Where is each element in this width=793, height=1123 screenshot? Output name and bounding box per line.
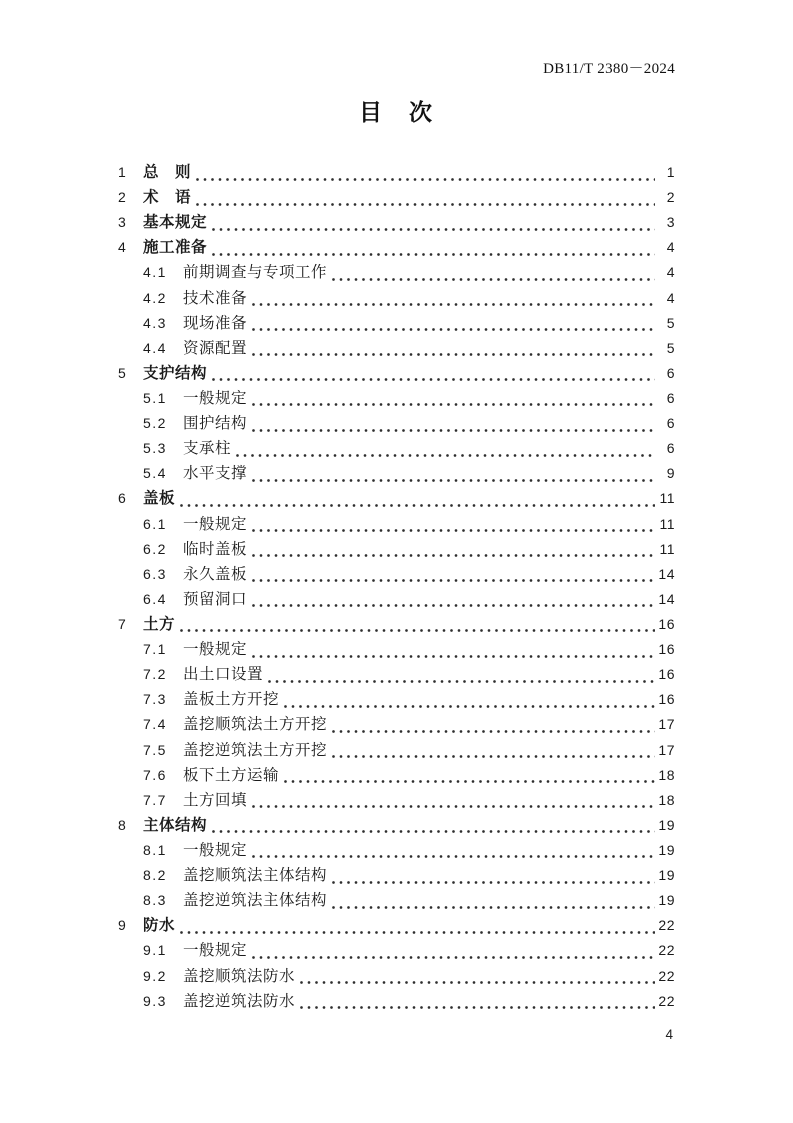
- toc-entry-page: 4: [666, 289, 675, 306]
- toc-entry-page: 9: [666, 465, 675, 482]
- toc-entry-number: 9.1: [143, 942, 167, 959]
- toc-entry-page: 17: [658, 741, 675, 758]
- dot-leader: [284, 763, 655, 788]
- dot-leader: [284, 687, 655, 712]
- toc-entry-number: 4.4: [143, 339, 167, 356]
- toc-entry[interactable]: [118, 964, 675, 989]
- toc-entry-label: 一般规定: [183, 942, 248, 960]
- toc-entry-number: 5.4: [143, 465, 167, 482]
- dot-leader: [252, 336, 655, 361]
- toc-entry-number: 5.2: [143, 415, 167, 432]
- footer-page-number: 4: [665, 1027, 673, 1042]
- toc-entry[interactable]: [118, 687, 675, 712]
- toc-entry-number: 9: [118, 917, 128, 934]
- toc-entry[interactable]: [118, 386, 675, 411]
- toc-entry-label: 一般规定: [183, 389, 248, 407]
- toc-entry-page: 22: [658, 967, 675, 984]
- toc-entry-page: 3: [666, 214, 675, 231]
- toc-entry-number: 7.1: [143, 641, 167, 658]
- toc-entry-label: 围护结构: [183, 415, 248, 433]
- toc-entry-number: 6.2: [143, 540, 167, 557]
- dot-leader: [212, 210, 655, 235]
- toc-entry-label: 水平支撑: [183, 465, 248, 483]
- toc-entry-page: 6: [666, 364, 675, 381]
- toc-entry-page: 6: [666, 440, 675, 457]
- toc-entry-label: 盖板土方开挖: [183, 691, 280, 709]
- toc-entry[interactable]: [118, 788, 675, 813]
- toc-entry-label: 防水: [143, 917, 176, 935]
- toc-entry-label: 盖挖顺筑法主体结构: [183, 867, 328, 885]
- dot-leader: [252, 512, 655, 537]
- dot-leader: [196, 185, 655, 210]
- dot-leader: [332, 888, 655, 913]
- toc-entry-label: 支承柱: [183, 440, 232, 458]
- toc-entry-number: 4.3: [143, 314, 167, 331]
- dot-leader: [252, 286, 655, 311]
- dot-leader: [332, 712, 655, 737]
- toc-entry-number: 4.1: [143, 264, 167, 281]
- toc-entry[interactable]: [118, 361, 675, 386]
- toc-entry-page: 14: [658, 590, 675, 607]
- toc-entry-number: 7.6: [143, 766, 167, 783]
- dot-leader: [252, 411, 655, 436]
- toc-entry-page: 17: [658, 716, 675, 733]
- toc-entry[interactable]: [118, 662, 675, 687]
- toc-entry[interactable]: [118, 637, 675, 662]
- toc-entry[interactable]: [118, 537, 675, 562]
- toc-entry-label: 术 语: [143, 189, 192, 207]
- toc-entry[interactable]: [118, 411, 675, 436]
- toc-entry-page: 4: [666, 264, 675, 281]
- toc-entry-label: 盖挖逆筑法防水: [183, 992, 296, 1010]
- toc-entry-page: 16: [658, 615, 675, 632]
- toc-entry-page: 16: [658, 666, 675, 683]
- toc-entry-number: 7.7: [143, 791, 167, 808]
- toc-entry-number: 6.1: [143, 515, 167, 532]
- toc-entry[interactable]: [118, 838, 675, 863]
- toc-entry-label: 一般规定: [183, 841, 248, 859]
- toc-entry[interactable]: [118, 863, 675, 888]
- toc-entry-page: 6: [666, 389, 675, 406]
- page-title: 目 次: [359, 100, 434, 125]
- toc-entry[interactable]: [118, 938, 675, 963]
- toc-entry-page: 19: [658, 816, 675, 833]
- table-of-contents: [118, 160, 675, 1014]
- dot-leader: [300, 964, 655, 989]
- toc-entry-page: 19: [658, 892, 675, 909]
- toc-entry-label: 出土口设置: [183, 666, 264, 684]
- dot-leader: [332, 738, 655, 763]
- toc-entry-number: 7.5: [143, 741, 167, 758]
- dot-leader: [268, 662, 655, 687]
- toc-entry[interactable]: [118, 235, 675, 260]
- dot-leader: [196, 160, 655, 185]
- dot-leader: [332, 260, 655, 285]
- toc-entry-page: 18: [658, 791, 675, 808]
- toc-entry-label: 施工准备: [143, 239, 208, 257]
- toc-entry-number: 6.4: [143, 590, 167, 607]
- toc-entry-label: 临时盖板: [183, 540, 248, 558]
- dot-leader: [252, 461, 655, 486]
- dot-leader: [252, 386, 655, 411]
- toc-entry-label: 支护结构: [143, 364, 208, 382]
- toc-entry-page: 1: [666, 164, 675, 180]
- toc-entry-page: 19: [658, 841, 675, 858]
- toc-entry[interactable]: [118, 763, 675, 788]
- dot-leader: [212, 235, 655, 260]
- toc-entry-page: 22: [658, 917, 675, 934]
- dot-leader: [252, 838, 655, 863]
- toc-entry-label: 一般规定: [183, 515, 248, 533]
- toc-entry-number: 6.3: [143, 565, 167, 582]
- toc-entry[interactable]: [118, 612, 675, 637]
- dot-leader: [212, 361, 655, 386]
- toc-entry-label: 资源配置: [183, 339, 248, 357]
- toc-entry-label: 总 则: [143, 164, 192, 181]
- toc-entry-number: 7: [118, 615, 128, 632]
- toc-entry-number: 8: [118, 816, 128, 833]
- toc-entry-page: 18: [658, 766, 675, 783]
- dot-leader: [180, 913, 655, 938]
- toc-entry-label: 前期调查与专项工作: [183, 264, 328, 282]
- document-code-header: DB11/T 2380－2024: [543, 61, 675, 77]
- dot-leader: [212, 813, 655, 838]
- toc-entry[interactable]: [118, 512, 675, 537]
- toc-entry[interactable]: [118, 461, 675, 486]
- toc-entry[interactable]: [118, 311, 675, 336]
- toc-entry-label: 盖挖逆筑法主体结构: [183, 892, 328, 910]
- toc-entry-label: 技术准备: [183, 289, 248, 307]
- dot-leader: [236, 436, 655, 461]
- dot-leader: [252, 637, 655, 662]
- toc-entry-label: 盖挖顺筑法土方开挖: [183, 716, 328, 734]
- toc-entry-number: 7.2: [143, 666, 167, 683]
- toc-entry[interactable]: [118, 160, 675, 185]
- toc-entry-page: 5: [666, 339, 675, 356]
- toc-entry-page: 5: [666, 314, 675, 331]
- toc-entry-label: 主体结构: [143, 816, 208, 834]
- toc-entry-page: 16: [658, 691, 675, 708]
- toc-entry[interactable]: [118, 286, 675, 311]
- toc-entry-number: 5: [118, 364, 128, 381]
- toc-entry-page: 22: [658, 942, 675, 959]
- toc-entry[interactable]: [118, 888, 675, 913]
- toc-entry-label: 永久盖板: [183, 565, 248, 583]
- toc-entry-number: 2: [118, 189, 128, 206]
- toc-entry-label: 盖挖顺筑法防水: [183, 967, 296, 985]
- toc-entry-label: 基本规定: [143, 214, 208, 232]
- toc-entry-page: 6: [666, 415, 675, 432]
- toc-entry-number: 7.3: [143, 691, 167, 708]
- toc-entry-label: 土方回填: [183, 791, 248, 809]
- dot-leader: [180, 612, 655, 637]
- toc-entry[interactable]: [118, 587, 675, 612]
- toc-entry-label: 板下土方运输: [183, 766, 280, 784]
- toc-entry-number: 3: [118, 214, 128, 231]
- toc-entry-label: 盖挖逆筑法土方开挖: [183, 741, 328, 759]
- toc-entry-page: 11: [659, 515, 675, 532]
- toc-entry[interactable]: [118, 989, 675, 1014]
- toc-entry-number: 5.3: [143, 440, 167, 457]
- toc-entry-number: 8.1: [143, 841, 167, 858]
- toc-entry-number: 4: [118, 239, 128, 256]
- toc-entry[interactable]: [118, 436, 675, 461]
- toc-entry-page: 11: [659, 540, 675, 557]
- toc-entry-page: 14: [658, 565, 675, 582]
- toc-entry-label: 盖板: [143, 490, 176, 508]
- dot-leader: [180, 486, 655, 511]
- toc-entry-label: 预留洞口: [183, 590, 248, 608]
- toc-entry-number: 8.3: [143, 892, 167, 909]
- dot-leader: [252, 938, 655, 963]
- toc-entry-number: 4.2: [143, 289, 167, 306]
- toc-entry-number: 5.1: [143, 389, 167, 406]
- toc-entry-page: 11: [659, 490, 675, 507]
- toc-entry-number: 9.2: [143, 967, 167, 984]
- toc-entry[interactable]: [118, 486, 675, 511]
- toc-entry-page: 22: [658, 992, 675, 1009]
- toc-entry[interactable]: [118, 712, 675, 737]
- toc-entry[interactable]: [118, 210, 675, 235]
- toc-entry[interactable]: [118, 185, 675, 210]
- dot-leader: [252, 311, 655, 336]
- toc-entry-number: 8.2: [143, 867, 167, 884]
- toc-entry[interactable]: [118, 260, 675, 285]
- toc-entry[interactable]: [118, 562, 675, 587]
- dot-leader: [252, 562, 655, 587]
- toc-entry-page: 4: [666, 239, 675, 256]
- toc-entry-number: 1: [118, 164, 128, 180]
- toc-entry[interactable]: [118, 813, 675, 838]
- dot-leader: [300, 989, 655, 1014]
- toc-entry-label: 现场准备: [183, 314, 248, 332]
- toc-entry-page: 2: [666, 189, 675, 206]
- toc-entry-label: 一般规定: [183, 641, 248, 659]
- toc-entry-number: 7.4: [143, 716, 167, 733]
- dot-leader: [252, 788, 655, 813]
- toc-entry[interactable]: [118, 738, 675, 763]
- dot-leader: [252, 537, 655, 562]
- toc-entry[interactable]: [118, 913, 675, 938]
- dot-leader: [332, 863, 655, 888]
- dot-leader: [252, 587, 655, 612]
- toc-entry[interactable]: [118, 336, 675, 361]
- toc-entry-page: 19: [658, 867, 675, 884]
- toc-entry-number: 6: [118, 490, 128, 507]
- toc-entry-number: 9.3: [143, 992, 167, 1009]
- toc-entry-page: 16: [658, 641, 675, 658]
- toc-entry-label: 土方: [143, 615, 176, 633]
